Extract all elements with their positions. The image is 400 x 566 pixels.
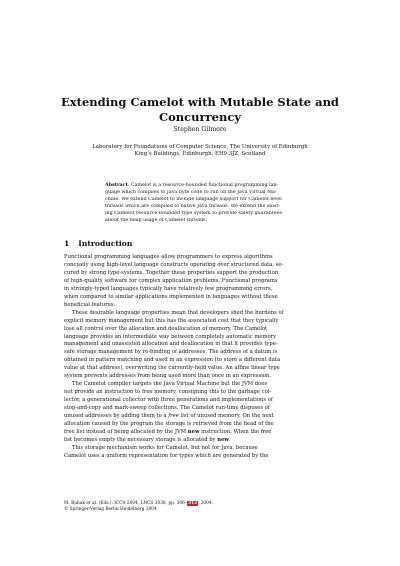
body-line: value at that address), overwriting the currently-held value. An affine linear type [64,365,280,372]
copyright-line: © Springer-Verlag Berlin Heidelberg 2004 [64,507,157,512]
text-run: unused addresses by adding them to a [64,413,169,420]
keyword-text: new [187,428,200,435]
body-line: Camelot uses a uniform representation for types which are generated by the [64,452,269,459]
body-line: Functional programming languages allow programmers to express algorithms [64,254,273,260]
body-line [64,429,336,437]
author-affiliation [70,144,330,158]
affiliation-line: King’s Buildings, Edinburgh, EH9 3JZ, Scotland [134,151,266,158]
body-line: lose all control over the allocation and deallocation of memory. The Camelot [64,325,268,332]
body-line: of high-quality software for complex application problems. Functional programs [64,277,278,284]
title-line: Extending Camelot with Mutable State and [61,95,339,109]
text-run: instruction. When the free [199,428,272,435]
paper-title [60,95,340,124]
citation-text: M. Bubak et al. (Eds.): ICCS 2004, LNCS 3038, pp. 306– [64,501,187,506]
body-line: language provides an intermediate way between completely automatic memory [64,333,277,340]
abstract-line: about the heap usage of Camelot threads. [105,217,208,223]
abstract-line: chine. We extend Camelot to include language support for Camelot-level [105,196,282,202]
body-text [64,254,336,461]
body-line: cured by strong type-systems. Together these properties support the production [64,269,279,276]
affiliation-line: Laboratory for Foundations of Computer Science, The University of Edinburgh [92,144,308,150]
body-line: obtained in pattern matching and used in an expression (to store a different data [64,357,281,364]
body-line [64,413,336,421]
paragraph [64,254,336,310]
body-line: These desirable language properties mean that developers shed the burdens of [72,309,284,316]
text-run: list becomes empty the necessary storage is allocated by [64,436,218,443]
title-line: Concurrency [158,109,242,124]
body-line: safe storage management by re-binding of addresses. The address of a datum is [64,349,278,356]
author-name: Stephen Gilmore [173,126,227,133]
body-line: The Camelot compiler targets the Java Virtual Machine but the JVM does [72,381,268,388]
abstract [105,182,299,224]
body-line: system prevents addresses from being used more than once in an expression. [64,373,272,380]
body-line: concisely using high-level language constructs operating over structured data, se- [64,261,284,268]
body-line: management and unassisted allocation and deallocation in that it provides type- [64,341,278,348]
body-line: explicit memory management but this has the associated cost that they typically [64,317,279,324]
keyword-text: new [217,436,229,443]
text-run: free list instead of being allocated by the JVM [64,428,188,435]
abstract-line: threads which are compiled to native Java threads. We extend the exist- [105,203,280,209]
body-line: not provide an instruction to free memory, consigning this to the garbage col- [64,389,272,396]
section-title: Introduction [78,239,133,248]
section-heading [64,239,132,248]
abstract-text: Camelot is a resource-bounded functional programming lan- [130,183,279,188]
section-number: 1 [64,239,70,248]
paragraph [64,381,336,445]
abstract-line: guage which compiles to Java byte code to run on the Java Virtual Ma- [105,189,277,195]
text-run: of unused memory. On the next [188,413,274,420]
abstract-line [105,182,299,190]
body-line: when compared to similar applications implemented in languages without these [64,293,278,300]
abstract-line: ing Camelot resource-bounded type system to provide safety guarantees [105,210,282,216]
page-range-stamp: 313 [187,501,197,506]
body-line: allocation caused by the program the storage is retrieved from the head of the [64,421,274,428]
paragraph [64,445,336,461]
body-line: beneficial features. [64,301,116,308]
abstract-label: Abstract. [105,182,130,188]
body-line: This storage mechanism works for Camelot, but not for Java, because [72,444,258,451]
body-line: lector, a generational collector with three generations and implementations of [64,397,273,404]
body-line [64,437,336,445]
paragraph [64,310,336,382]
citation-text: , 2004. [197,501,214,506]
body-line: in strongly-typed languages typically have relatively few programming errors, [64,285,273,292]
text-run: . [228,436,231,443]
copyright-footer [64,501,336,513]
emphasis-text: free list [168,413,189,420]
body-line: stop-and-copy and mark-sweep collections. The Camelot run-time disposes of [64,405,270,412]
